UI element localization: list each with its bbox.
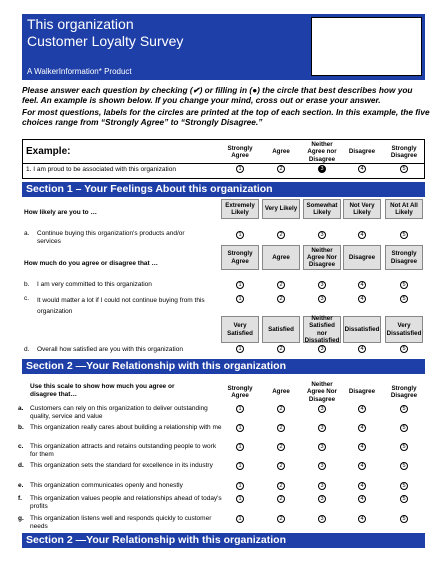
answer-option-2[interactable]: 2: [277, 424, 285, 432]
statement-text: Customers can rely on this organization to deliver outstanding quality, service and value: [30, 405, 208, 420]
answer-option-5[interactable]: 5: [400, 462, 408, 470]
answer-option-5[interactable]: 5: [400, 443, 408, 451]
answer-option-2[interactable]: 2: [277, 295, 285, 303]
scale-header-1: Strongly Agree: [221, 245, 259, 270]
answer-option-4[interactable]: 4: [358, 281, 366, 289]
example-item: 1. I am proud to be associated with this organization: [26, 166, 176, 173]
answer-option-1[interactable]: 1: [236, 281, 244, 289]
scale-header-2: Agree: [272, 148, 290, 156]
answer-option-3[interactable]: 3: [318, 515, 326, 523]
answer-option-5[interactable]: 5: [400, 295, 408, 303]
answer-option-1[interactable]: 1: [236, 405, 244, 413]
scale-header-1: Extremely Likely: [221, 199, 259, 219]
answer-option-3[interactable]: 3: [318, 482, 326, 490]
scale-header-3: Somewhat Likely: [303, 199, 341, 219]
item-letter: b.: [18, 424, 24, 431]
item-letter: c.: [24, 295, 30, 302]
scale-header-5: Strongly Disagree: [385, 245, 423, 270]
statement-text: This organization really cares about building a relationship with me: [30, 424, 222, 431]
answer-option-3[interactable]: 3: [318, 165, 326, 173]
answer-option-4[interactable]: 4: [358, 295, 366, 303]
answer-option-2[interactable]: 2: [277, 482, 285, 490]
answer-option-1[interactable]: 1: [236, 462, 244, 470]
scale-header-5: Not At All Likely: [385, 199, 423, 219]
statement-text: This organization values people and relationships ahead of today's profits: [30, 495, 222, 510]
answer-option-1[interactable]: 1: [236, 165, 244, 173]
item-d-text: Overall how satisfied are you with this organization: [37, 346, 183, 353]
item-c-text: It would matter a lot if I could not continue buying from this organization: [37, 297, 205, 315]
item-letter: c.: [18, 443, 24, 450]
answer-option-4[interactable]: 4: [358, 345, 366, 353]
answer-option-4[interactable]: 4: [358, 482, 366, 490]
likely-prompt: How likely are you to …: [24, 209, 97, 216]
section-2-prompt: Use this scale to show how much you agree or disagree that…: [30, 383, 175, 398]
answer-option-5[interactable]: 5: [400, 231, 408, 239]
answer-option-5[interactable]: 5: [400, 281, 408, 289]
answer-option-2[interactable]: 2: [277, 231, 285, 239]
agree-prompt: How much do you agree or disagree that …: [24, 260, 158, 267]
answer-option-1[interactable]: 1: [236, 495, 244, 503]
answer-option-1[interactable]: 1: [236, 345, 244, 353]
section-2-repeat-title: Section 2 —Your Relationship with this organization: [22, 533, 425, 548]
product-credit: A WalkerInformation* Product: [27, 67, 132, 76]
answer-option-1[interactable]: 1: [236, 482, 244, 490]
scale-header-3: Neither Agree Nor Disagree: [303, 245, 341, 270]
answer-option-4[interactable]: 4: [358, 424, 366, 432]
answer-option-4[interactable]: 4: [358, 405, 366, 413]
instructions-paragraph-2: For most questions, labels for the circles are printed at the top of each section. In this example, the five choices range from “Strongly Agree” to “Strongly Disagree.”: [22, 107, 430, 127]
answer-option-2[interactable]: 2: [277, 281, 285, 289]
example-label: Example:: [26, 146, 71, 157]
answer-option-1[interactable]: 1: [236, 443, 244, 451]
section-1-title: Section 1 – Your Feelings About this organization: [22, 182, 425, 197]
answer-option-2[interactable]: 2: [277, 515, 285, 523]
answer-option-3[interactable]: 3: [318, 281, 326, 289]
answer-option-5[interactable]: 5: [400, 482, 408, 490]
scale-header-3: Neither Agree nor Disagree: [307, 141, 337, 163]
scale-header-1: Strongly Agree: [227, 384, 253, 399]
scale-header-4: Not Very Likely: [343, 199, 381, 219]
example-divider: [22, 163, 425, 164]
answer-option-2[interactable]: 2: [277, 165, 285, 173]
answer-option-5[interactable]: 5: [400, 515, 408, 523]
answer-option-3[interactable]: 3: [318, 231, 326, 239]
answer-option-3[interactable]: 3: [318, 495, 326, 503]
answer-option-5[interactable]: 5: [400, 424, 408, 432]
answer-option-3[interactable]: 3: [318, 424, 326, 432]
answer-option-1[interactable]: 1: [236, 424, 244, 432]
scale-header-2: Agree: [262, 245, 300, 270]
statement-text: This organization listens well and responds quickly to customer needs: [30, 515, 212, 530]
item-letter: g.: [18, 515, 24, 522]
scale-header-2: Satisfied: [262, 316, 300, 343]
logo-box: [311, 17, 422, 76]
item-letter: b.: [24, 281, 30, 288]
statement-text: This organization sets the standard for excellence in its industry: [30, 462, 213, 469]
scale-header-3: Neither Agree Nor Disagree: [307, 381, 337, 403]
scale-header-4: Disagree: [348, 148, 376, 156]
answer-option-5[interactable]: 5: [400, 165, 408, 173]
answer-option-4[interactable]: 4: [358, 515, 366, 523]
item-letter: d.: [24, 346, 30, 353]
scale-header-5: Strongly Disagree: [390, 384, 418, 399]
scale-header-1: Strongly Agree: [227, 144, 253, 159]
instructions-paragraph-1: Please answer each question by checking (✔) or filling in (●) the circle that best describes how you feel. An example is shown below. If you change your mind, cross out or erase your answer.: [22, 85, 413, 105]
answer-option-2[interactable]: 2: [277, 443, 285, 451]
answer-option-5[interactable]: 5: [400, 345, 408, 353]
answer-option-2[interactable]: 2: [277, 495, 285, 503]
answer-option-2[interactable]: 2: [277, 345, 285, 353]
scale-header-5: Very Dissatisfied: [385, 316, 423, 343]
statement-text: This organization attracts and retains outstanding people to work for them: [30, 443, 217, 458]
answer-option-4[interactable]: 4: [358, 231, 366, 239]
answer-option-5[interactable]: 5: [400, 405, 408, 413]
item-letter: e.: [18, 482, 24, 489]
survey-title: Customer Loyalty Survey: [27, 33, 184, 49]
answer-option-4[interactable]: 4: [358, 495, 366, 503]
item-letter: f.: [18, 495, 22, 502]
scale-header-4: Disagree: [343, 245, 381, 270]
item-letter: a.: [24, 230, 30, 237]
answer-option-4[interactable]: 4: [358, 462, 366, 470]
answer-option-2[interactable]: 2: [277, 462, 285, 470]
answer-option-3[interactable]: 3: [318, 462, 326, 470]
answer-option-4[interactable]: 4: [358, 165, 366, 173]
answer-option-4[interactable]: 4: [358, 443, 366, 451]
organization-name: This organization: [27, 16, 134, 32]
answer-option-3[interactable]: 3: [318, 405, 326, 413]
scale-header-4: Disagree: [348, 388, 376, 396]
item-letter: d.: [18, 462, 24, 469]
answer-option-1[interactable]: 1: [236, 231, 244, 239]
answer-option-3[interactable]: 3: [318, 345, 326, 353]
section-2-title: Section 2 —Your Relationship with this organization: [22, 359, 425, 374]
answer-option-5[interactable]: 5: [400, 495, 408, 503]
scale-header-4: Dissatisfied: [343, 316, 381, 343]
answer-option-3[interactable]: 3: [318, 443, 326, 451]
answer-option-3[interactable]: 3: [318, 295, 326, 303]
answer-option-2[interactable]: 2: [277, 405, 285, 413]
answer-option-1[interactable]: 1: [236, 295, 244, 303]
survey-header: [22, 14, 425, 80]
scale-header-2: Very Likely: [262, 199, 300, 219]
scale-header-1: Very Satisfied: [221, 316, 259, 343]
scale-header-3: Neither Satisfied nor Dissatisfied: [304, 315, 340, 344]
answer-option-1[interactable]: 1: [236, 515, 244, 523]
statement-text: This organization communicates openly and honestly: [30, 482, 183, 489]
item-a-text: Continue buying this organization's products and/or services: [37, 230, 185, 245]
item-b-text: I am very committed to this organization: [37, 281, 152, 288]
item-letter: a.: [18, 405, 24, 412]
scale-header-5: Strongly Disagree: [390, 144, 418, 159]
scale-header-2: Agree: [272, 388, 290, 396]
